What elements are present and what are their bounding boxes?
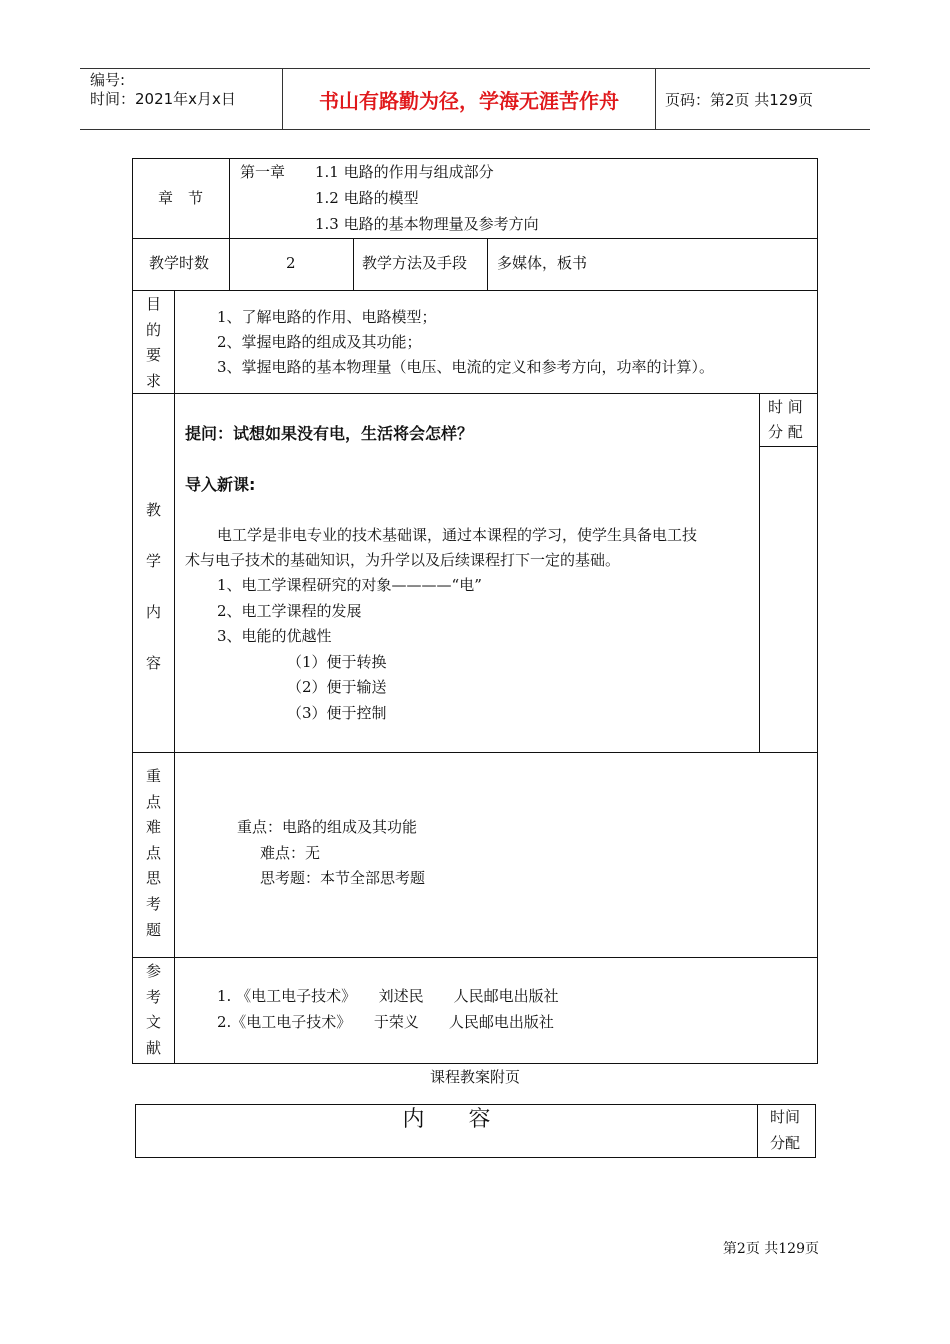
col-divider <box>174 290 175 1063</box>
lesson-subpoint: （2）便于输送 <box>287 678 387 696</box>
difficulty-point: 难点：无 <box>260 844 321 862</box>
method-value: 多媒体，板书 <box>497 254 588 272</box>
row-divider <box>133 238 817 239</box>
lesson-paragraph: 术与电子技术的基础知识，为升学以及后续课程打下一定的基础。 <box>185 551 621 569</box>
objective-item: 3、掌握电路的基本物理量（电压、电流的定义和参考方向，功率的计算）。 <box>217 358 715 376</box>
lesson-subpoint: （3）便于控制 <box>287 704 387 722</box>
time-allocation-label: 时 间 <box>768 398 803 416</box>
content-label: 教 学 内 容 <box>145 501 161 672</box>
lesson-question: 提问：试想如果没有电，生活将会怎样？ <box>185 424 474 443</box>
reference-item: 1. 《电工电子技术》 刘述民 人民邮电出版社 <box>217 987 559 1005</box>
objectives-label: 目 的 要 求 <box>145 295 161 390</box>
chapter-label: 章 节 <box>158 189 204 207</box>
attachment-time-label: 分配 <box>770 1134 801 1152</box>
lesson-plan-table <box>132 158 818 1064</box>
col-divider <box>759 393 760 752</box>
header-page-info: 页码：第2页 共129页 <box>665 90 813 109</box>
method-label: 教学方法及手段 <box>362 254 468 272</box>
chapter-prefix: 第一章 <box>240 163 286 181</box>
col-divider <box>757 1105 758 1157</box>
hours-value: 2 <box>286 254 296 272</box>
chapter-item: 1.1 电路的作用与组成部分 <box>315 163 494 181</box>
row-divider <box>133 393 817 394</box>
lesson-subpoint: （1）便于转换 <box>287 653 387 671</box>
col-divider <box>487 238 488 290</box>
col-divider <box>353 238 354 290</box>
hours-label: 教学时数 <box>149 254 210 272</box>
row-divider <box>759 446 817 447</box>
row-divider <box>133 290 817 291</box>
reference-item: 2.《电工电子技术》 于荣义 人民邮电出版社 <box>217 1013 554 1031</box>
thinking-questions: 思考题：本节全部思考题 <box>260 869 426 887</box>
lesson-paragraph: 电工学是非电专业的技术基础课，通过本课程的学习，使学生具备电工技 <box>217 526 698 544</box>
document-header <box>80 68 870 130</box>
lesson-intro: 导入新课: <box>185 475 256 494</box>
chapter-item: 1.2 电路的模型 <box>315 189 419 207</box>
doc-time: 时间：2021年x月x日 <box>90 90 236 108</box>
row-divider <box>133 957 817 958</box>
attachment-table <box>135 1104 816 1158</box>
header-motto: 书山有路勤为径，学海无涯苦作舟 <box>319 88 619 113</box>
lesson-point: 2、电工学课程的发展 <box>217 602 362 620</box>
time-allocation-label: 分 配 <box>768 423 803 441</box>
row-divider <box>133 752 817 753</box>
lesson-point: 1、电工学课程研究的对象————“电” <box>217 576 482 594</box>
attachment-time-label: 时间 <box>770 1108 801 1126</box>
keypoints-label: 重 点 难 点 思 考 题 <box>145 767 161 939</box>
header-meta <box>90 71 236 109</box>
key-point: 重点：电路的组成及其功能 <box>237 818 418 836</box>
attachment-content-label: 内 容 <box>402 1107 491 1132</box>
lesson-point: 3、电能的优越性 <box>217 627 332 645</box>
objective-item: 1、了解电路的作用、电路模型； <box>217 308 437 326</box>
page-footer: 第2页 共129页 <box>722 1241 819 1257</box>
attachment-title: 课程教案附页 <box>429 1068 520 1086</box>
objective-item: 2、掌握电路的组成及其功能； <box>217 333 422 351</box>
col-divider <box>229 159 230 290</box>
chapter-item: 1.3 电路的基本物理量及参考方向 <box>315 215 539 233</box>
doc-number-label: 编号: <box>90 71 126 89</box>
header-divider <box>655 69 656 129</box>
references-label: 参 考 文 献 <box>145 962 161 1057</box>
